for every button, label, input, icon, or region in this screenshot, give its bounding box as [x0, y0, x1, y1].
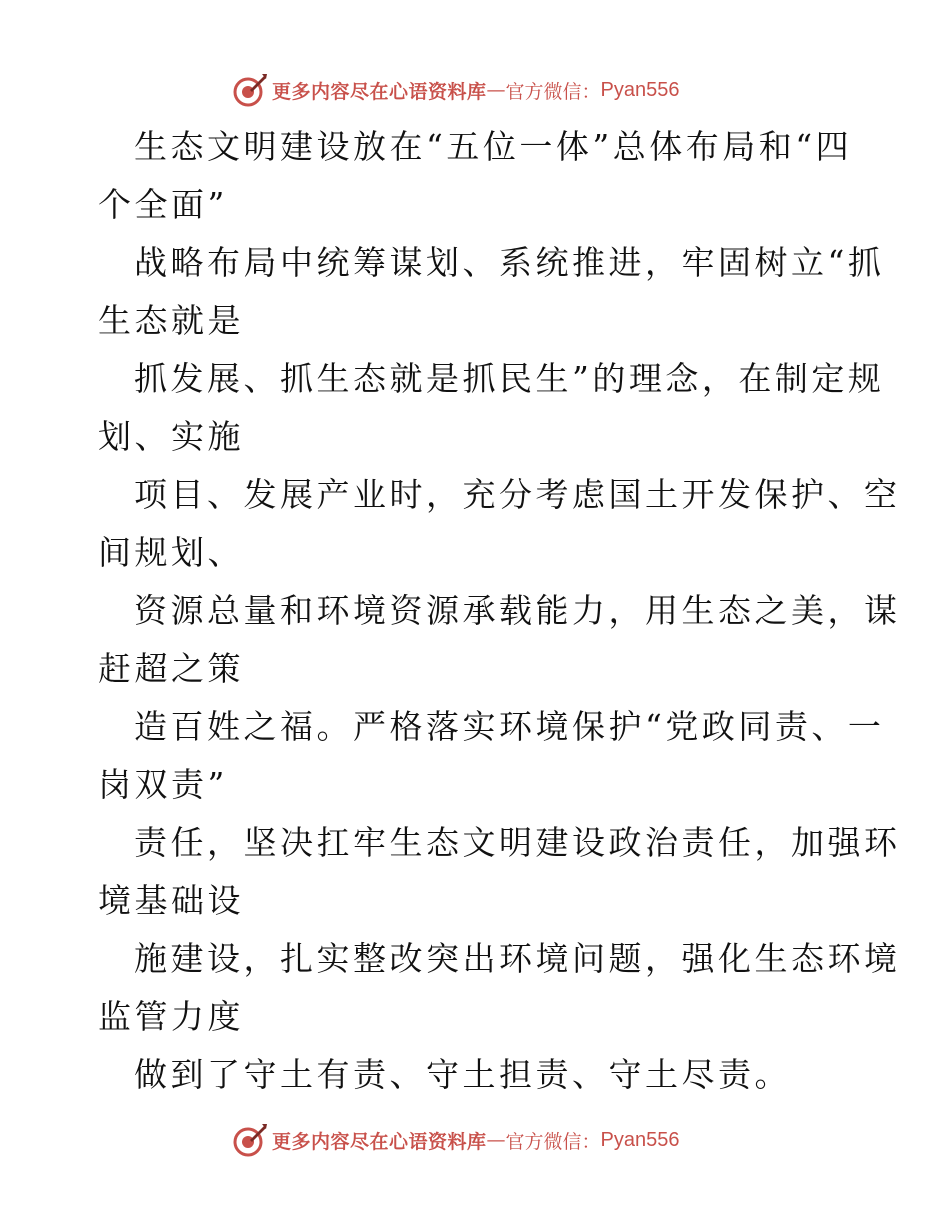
text-line: 岗双责” — [98, 765, 228, 804]
text-line: 战略布局中统筹谋划、系统推进，牢固树立“抓 — [134, 243, 885, 282]
banner-contact-label: 官方微信： — [505, 80, 601, 103]
logo-icon — [232, 1122, 268, 1158]
banner-dash: — — [486, 1129, 506, 1151]
text-line: 抓发展、抓生态就是抓民生”的理念，在制定规 — [134, 359, 885, 398]
footer-banner — [232, 1120, 732, 1160]
banner-handle: Pyan556 — [600, 1128, 680, 1151]
header-banner — [232, 70, 732, 110]
text-line: 施建设，扎实整改突出环境问题，强化生态环境 — [134, 939, 901, 978]
text-line: 责任，坚决扛牢生态文明建设政治责任，加强环 — [134, 823, 901, 862]
text-line: 个全面” — [98, 185, 228, 224]
text-line: 做到了守土有责、守土担责、守土尽责。 — [134, 1055, 791, 1094]
banner-text: 更多内容尽在心语资料库 — [272, 80, 487, 103]
text-line: 境基础设 — [98, 881, 244, 920]
text-line: 生态文明建设放在“五位一体”总体布局和“四 — [134, 127, 853, 166]
text-line: 划、实施 — [98, 417, 244, 456]
document-body — [98, 118, 901, 1104]
text-line: 生态就是 — [98, 301, 244, 340]
text-line: 造百姓之福。严格落实环境保护“党政同责、一 — [134, 707, 885, 746]
text-line: 资源总量和环境资源承载能力，用生态之美，谋 — [134, 591, 901, 630]
text-line: 赶超之策 — [98, 649, 244, 688]
text-line: 间规划、 — [98, 533, 244, 572]
banner-handle: Pyan556 — [600, 78, 680, 101]
text-line: 监管力度 — [98, 997, 244, 1036]
banner-text: 更多内容尽在心语资料库 — [272, 1130, 487, 1153]
text-line: 项目、发展产业时，充分考虑国土开发保护、空 — [134, 475, 901, 514]
banner-dash: — — [486, 79, 506, 101]
banner-contact-label: 官方微信： — [505, 1130, 601, 1153]
logo-icon — [232, 72, 268, 108]
